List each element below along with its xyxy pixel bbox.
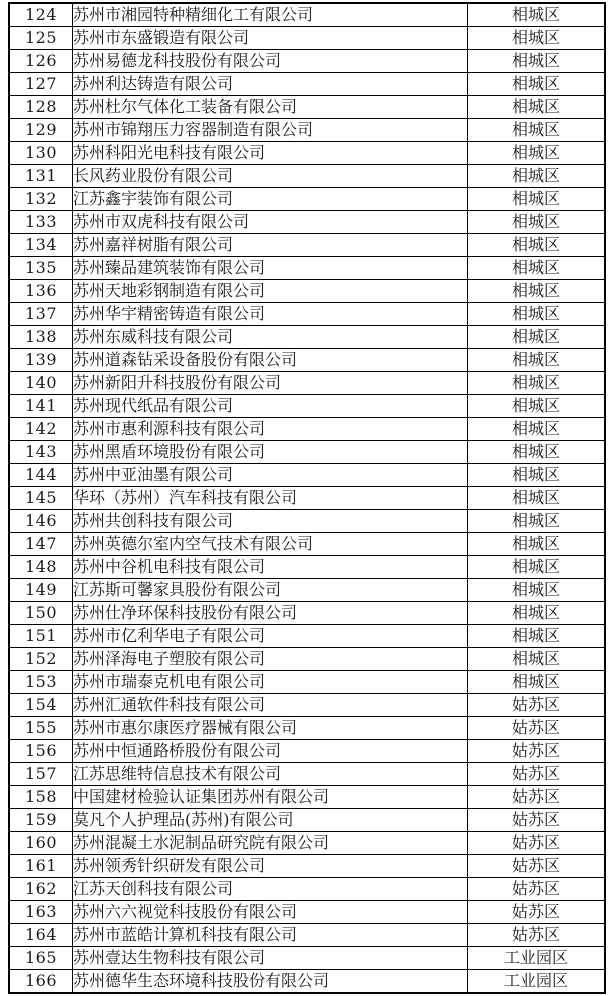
company-name-cell: 苏州仕净环保科技股份有限公司 <box>73 602 468 625</box>
row-number-cell: 129 <box>9 119 73 142</box>
table-row <box>9 165 605 188</box>
district-cell: 姑苏区 <box>468 878 606 901</box>
row-number-cell: 166 <box>9 970 73 994</box>
document-page <box>0 2 610 996</box>
row-number-cell: 130 <box>9 142 73 165</box>
row-number-cell: 139 <box>9 349 73 372</box>
company-name-cell: 苏州杜尔气体化工装备有限公司 <box>73 96 468 119</box>
district-cell: 姑苏区 <box>468 809 606 832</box>
row-number-cell: 125 <box>9 27 73 50</box>
district-cell: 相城区 <box>468 671 606 694</box>
row-number-cell: 161 <box>9 855 73 878</box>
table-row <box>9 395 605 418</box>
company-name-cell: 苏州德华生态环境科技股份有限公司 <box>73 970 468 994</box>
row-number-cell: 126 <box>9 50 73 73</box>
district-cell: 相城区 <box>468 395 606 418</box>
row-number-cell: 153 <box>9 671 73 694</box>
company-name-cell: 苏州壹达生物科技有限公司 <box>73 947 468 970</box>
row-number-cell: 137 <box>9 303 73 326</box>
row-number-cell: 140 <box>9 372 73 395</box>
company-name-cell: 苏州市蓝皓计算机科技有限公司 <box>73 924 468 947</box>
district-cell: 姑苏区 <box>468 717 606 740</box>
row-number-cell: 141 <box>9 395 73 418</box>
table-row <box>9 326 605 349</box>
row-number-cell: 158 <box>9 786 73 809</box>
district-cell: 相城区 <box>468 27 606 50</box>
row-number-cell: 134 <box>9 234 73 257</box>
row-number-cell: 150 <box>9 602 73 625</box>
row-number-cell: 165 <box>9 947 73 970</box>
table-row <box>9 717 605 740</box>
table-row <box>9 832 605 855</box>
row-number-cell: 136 <box>9 280 73 303</box>
row-number-cell: 132 <box>9 188 73 211</box>
row-number-cell: 133 <box>9 211 73 234</box>
district-cell: 相城区 <box>468 280 606 303</box>
table-row <box>9 671 605 694</box>
company-name-cell: 苏州科阳光电科技有限公司 <box>73 142 468 165</box>
company-table <box>8 2 606 994</box>
table-row <box>9 50 605 73</box>
row-number-cell: 143 <box>9 441 73 464</box>
district-cell: 姑苏区 <box>468 924 606 947</box>
district-cell: 相城区 <box>468 441 606 464</box>
table-row <box>9 510 605 533</box>
table-row <box>9 3 605 27</box>
company-name-cell: 苏州六六视觉科技股份有限公司 <box>73 901 468 924</box>
table-row <box>9 464 605 487</box>
company-name-cell: 苏州现代纸品有限公司 <box>73 395 468 418</box>
row-number-cell: 147 <box>9 533 73 556</box>
company-name-cell: 苏州中亚油墨有限公司 <box>73 464 468 487</box>
table-row <box>9 257 605 280</box>
company-name-cell: 苏州黑盾环境股份有限公司 <box>73 441 468 464</box>
table-row <box>9 119 605 142</box>
row-number-cell: 151 <box>9 625 73 648</box>
row-number-cell: 124 <box>9 3 73 27</box>
district-cell: 工业园区 <box>468 947 606 970</box>
table-row <box>9 556 605 579</box>
table-row <box>9 878 605 901</box>
district-cell: 姑苏区 <box>468 786 606 809</box>
district-cell: 相城区 <box>468 556 606 579</box>
row-number-cell: 162 <box>9 878 73 901</box>
district-cell: 姑苏区 <box>468 855 606 878</box>
district-cell: 相城区 <box>468 188 606 211</box>
table-row <box>9 694 605 717</box>
company-name-cell: 华环（苏州）汽车科技有限公司 <box>73 487 468 510</box>
table-row <box>9 740 605 763</box>
table-row <box>9 786 605 809</box>
district-cell: 相城区 <box>468 326 606 349</box>
company-name-cell: 苏州领秀针织研发有限公司 <box>73 855 468 878</box>
company-name-cell: 江苏思维特信息技术有限公司 <box>73 763 468 786</box>
row-number-cell: 155 <box>9 717 73 740</box>
district-cell: 相城区 <box>468 418 606 441</box>
company-name-cell: 苏州市瑞泰克机电有限公司 <box>73 671 468 694</box>
table-row <box>9 970 605 994</box>
table-row <box>9 901 605 924</box>
district-cell: 姑苏区 <box>468 740 606 763</box>
company-name-cell: 苏州道森钻采设备股份有限公司 <box>73 349 468 372</box>
row-number-cell: 163 <box>9 901 73 924</box>
row-number-cell: 149 <box>9 579 73 602</box>
district-cell: 相城区 <box>468 602 606 625</box>
row-number-cell: 131 <box>9 165 73 188</box>
table-row <box>9 855 605 878</box>
row-number-cell: 144 <box>9 464 73 487</box>
company-name-cell: 苏州市亿利华电子有限公司 <box>73 625 468 648</box>
company-name-cell: 长风药业股份有限公司 <box>73 165 468 188</box>
district-cell: 相城区 <box>468 648 606 671</box>
company-name-cell: 苏州嘉祥树脂有限公司 <box>73 234 468 257</box>
company-name-cell: 苏州英德尔室内空气技术有限公司 <box>73 533 468 556</box>
company-name-cell: 苏州泽海电子塑胶有限公司 <box>73 648 468 671</box>
district-cell: 相城区 <box>468 625 606 648</box>
company-name-cell: 中国建材检验认证集团苏州有限公司 <box>73 786 468 809</box>
row-number-cell: 127 <box>9 73 73 96</box>
table-row <box>9 763 605 786</box>
district-cell: 工业园区 <box>468 970 606 994</box>
company-name-cell: 苏州臻品建筑装饰有限公司 <box>73 257 468 280</box>
table-row <box>9 27 605 50</box>
row-number-cell: 142 <box>9 418 73 441</box>
company-name-cell: 莫凡个人护理品(苏州)有限公司 <box>73 809 468 832</box>
district-cell: 相城区 <box>468 372 606 395</box>
district-cell: 相城区 <box>468 211 606 234</box>
district-cell: 相城区 <box>468 464 606 487</box>
district-cell: 相城区 <box>468 579 606 602</box>
row-number-cell: 128 <box>9 96 73 119</box>
district-cell: 相城区 <box>468 349 606 372</box>
company-name-cell: 苏州易德龙科技股份有限公司 <box>73 50 468 73</box>
company-name-cell: 苏州中谷机电科技有限公司 <box>73 556 468 579</box>
company-name-cell: 苏州东威科技有限公司 <box>73 326 468 349</box>
district-cell: 相城区 <box>468 303 606 326</box>
district-cell: 相城区 <box>468 257 606 280</box>
company-name-cell: 苏州市惠利源科技有限公司 <box>73 418 468 441</box>
row-number-cell: 135 <box>9 257 73 280</box>
district-cell: 相城区 <box>468 533 606 556</box>
row-number-cell: 138 <box>9 326 73 349</box>
row-number-cell: 157 <box>9 763 73 786</box>
company-name-cell: 江苏斯可馨家具股份有限公司 <box>73 579 468 602</box>
company-name-cell: 苏州新阳升科技股份有限公司 <box>73 372 468 395</box>
company-name-cell: 江苏天创科技有限公司 <box>73 878 468 901</box>
row-number-cell: 145 <box>9 487 73 510</box>
table-row <box>9 211 605 234</box>
table-row <box>9 418 605 441</box>
district-cell: 相城区 <box>468 234 606 257</box>
table-row <box>9 648 605 671</box>
table-row <box>9 73 605 96</box>
table-row <box>9 303 605 326</box>
district-cell: 相城区 <box>468 73 606 96</box>
table-row <box>9 280 605 303</box>
company-name-cell: 苏州市双虎科技有限公司 <box>73 211 468 234</box>
table-row <box>9 188 605 211</box>
table-row <box>9 142 605 165</box>
district-cell: 相城区 <box>468 119 606 142</box>
row-number-cell: 160 <box>9 832 73 855</box>
company-name-cell: 苏州混凝土水泥制品研究院有限公司 <box>73 832 468 855</box>
row-number-cell: 159 <box>9 809 73 832</box>
row-number-cell: 164 <box>9 924 73 947</box>
company-table-body <box>9 3 605 993</box>
table-row <box>9 809 605 832</box>
company-name-cell: 苏州市锦翔压力容器制造有限公司 <box>73 119 468 142</box>
district-cell: 相城区 <box>468 3 606 27</box>
row-number-cell: 156 <box>9 740 73 763</box>
table-row <box>9 372 605 395</box>
company-name-cell: 苏州利达铸造有限公司 <box>73 73 468 96</box>
district-cell: 相城区 <box>468 50 606 73</box>
company-name-cell: 苏州共创科技有限公司 <box>73 510 468 533</box>
district-cell: 姑苏区 <box>468 763 606 786</box>
table-row <box>9 234 605 257</box>
table-row <box>9 349 605 372</box>
table-row <box>9 924 605 947</box>
company-name-cell: 苏州市惠尔康医疗器械有限公司 <box>73 717 468 740</box>
row-number-cell: 146 <box>9 510 73 533</box>
district-cell: 相城区 <box>468 142 606 165</box>
table-row <box>9 96 605 119</box>
district-cell: 相城区 <box>468 165 606 188</box>
table-row <box>9 579 605 602</box>
district-cell: 姑苏区 <box>468 832 606 855</box>
company-name-cell: 苏州汇通软件科技有限公司 <box>73 694 468 717</box>
table-row <box>9 625 605 648</box>
company-name-cell: 苏州市东盛锻造有限公司 <box>73 27 468 50</box>
company-name-cell: 苏州中恒通路桥股份有限公司 <box>73 740 468 763</box>
company-name-cell: 苏州天地彩钢制造有限公司 <box>73 280 468 303</box>
row-number-cell: 154 <box>9 694 73 717</box>
district-cell: 相城区 <box>468 487 606 510</box>
district-cell: 姑苏区 <box>468 694 606 717</box>
district-cell: 相城区 <box>468 510 606 533</box>
company-name-cell: 苏州华宇精密铸造有限公司 <box>73 303 468 326</box>
company-name-cell: 苏州市湘园特种精细化工有限公司 <box>73 3 468 27</box>
district-cell: 相城区 <box>468 96 606 119</box>
table-row <box>9 602 605 625</box>
row-number-cell: 152 <box>9 648 73 671</box>
row-number-cell: 148 <box>9 556 73 579</box>
table-row <box>9 533 605 556</box>
table-row <box>9 441 605 464</box>
table-row <box>9 947 605 970</box>
district-cell: 姑苏区 <box>468 901 606 924</box>
table-row <box>9 487 605 510</box>
company-name-cell: 江苏鑫宇装饰有限公司 <box>73 188 468 211</box>
